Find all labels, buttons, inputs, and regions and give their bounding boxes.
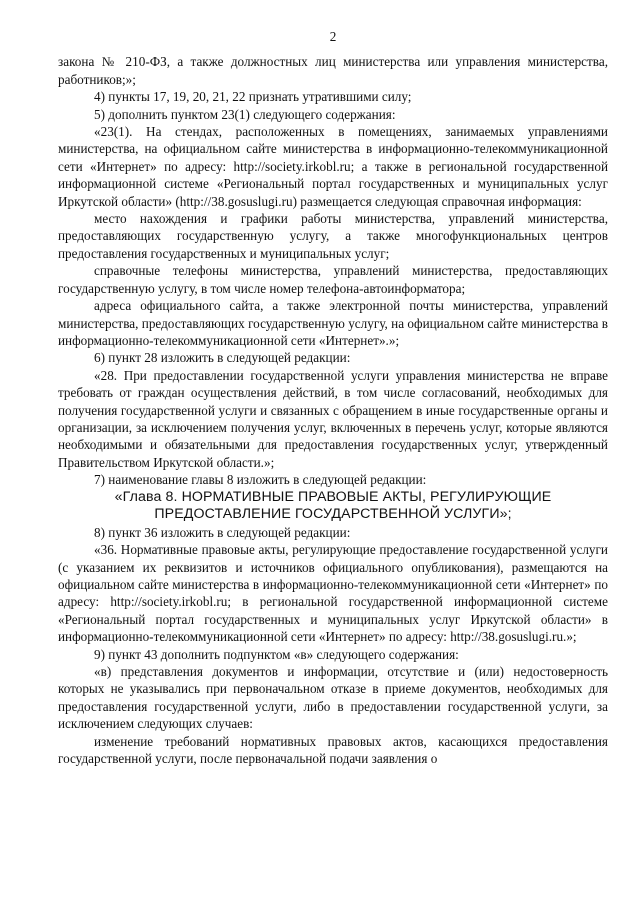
- paragraph-website-info: адреса официального сайта, а также электронной почты министерства, управлений министерства, предоставляющих государственную услугу, на официальном сайте министерства в информационно-телекоммуникационной сети «Интернет».»;: [58, 298, 608, 348]
- paragraph-clause-28: «28. При предоставлении государственной услуги управления министерства не вправе требовать от граждан осуществления действий, в том числе согласований, необходимых для получения государственной услуги и связанных с обращением в иные государственные органы и организации, за исключением получения услуг, включенных в перечень услуг, которые являются необходимыми и обязательными для предоставления государственных услуг, утвержденный Правительством Иркутской области.»;: [58, 367, 608, 470]
- paragraph-item-5: 5) дополнить пунктом 23(1) следующего содержания:: [94, 106, 396, 122]
- paragraph-item-4: 4) пункты 17, 19, 20, 21, 22 признать утратившими силу;: [94, 89, 412, 105]
- paragraph-item-9: 9) пункт 43 дополнить подпунктом «в» следующего содержания:: [94, 646, 459, 662]
- document-page: [58, 28, 608, 767]
- paragraph-requirements-change: изменение требований нормативных правовых актов, касающихся предоставления государственной услуги, после первоначальной подачи заявления о: [58, 733, 608, 767]
- paragraph-item-8: 8) пункт 36 изложить в следующей редакции:: [94, 524, 351, 540]
- paragraph-location-info: место нахождения и графики работы министерства, управлений министерства, предоставляющих государственную услугу, а также многофункциональных центров предоставления государственных и муниципальных услуг;: [58, 211, 608, 261]
- paragraph-item-6: 6) пункт 28 изложить в следующей редакции:: [94, 350, 351, 366]
- paragraph-phone-info: справочные телефоны министерства, управлений министерства, предоставляющих государственную услугу, в том числе номер телефона-автоинформатора;: [58, 263, 608, 296]
- page-number: 2: [329, 29, 337, 44]
- paragraph-clause-23-1: «23(1). На стендах, расположенных в помещениях, занимаемых управлениями министерства, на официальном сайте министерства в информационно-телекоммуникационной сети «Интернет» по адресу: http://society.irkobl.ru; а также в региональной государственной информационной системе «Региональный портал государственных и муниципальных услуг Иркутской области» (http://38.gosuslugi.ru) размещается следующая справочная информация:: [58, 124, 608, 209]
- paragraph-law-continuation: закона № 210-ФЗ, а также должностных лиц министерства или управления министерства, работников;»;: [58, 54, 608, 87]
- paragraph-clause-36: «36. Нормативные правовые акты, регулирующие предоставление государственной услуги (с указанием их реквизитов и источников официального опубликования), размещаются на официальном сайте министерства в информационно-телекоммуникационной сети «Интернет» по адресу: http://society.irkobl.ru; в региональной государственной информационной системе «Региональный портал государственных и муниципальных услуг Иркутской области» в информационно-телекоммуникационной сети «Интернет» по адресу: http://38.gosuslugi.ru.»;: [58, 542, 608, 645]
- chapter-heading: «Глава 8. НОРМАТИВНЫЕ ПРАВОВЫЕ АКТЫ, РЕГУЛИРУЮЩИЕ ПРЕДОСТАВЛЕНИЕ ГОСУДАРСТВЕННОЙ УСЛУГИ»;: [114, 488, 552, 523]
- paragraph-item-7: 7) наименование главы 8 изложить в следующей редакции:: [94, 472, 427, 488]
- paragraph-subclause-v: «в) представления документов и информации, отсутствие и (или) недостоверность которых не указывались при первоначальном отказе в приеме документов, необходимых для предоставления государственной услуги, либо в предоставлении государственной услуги, за исключением следующих случаев:: [58, 664, 608, 732]
